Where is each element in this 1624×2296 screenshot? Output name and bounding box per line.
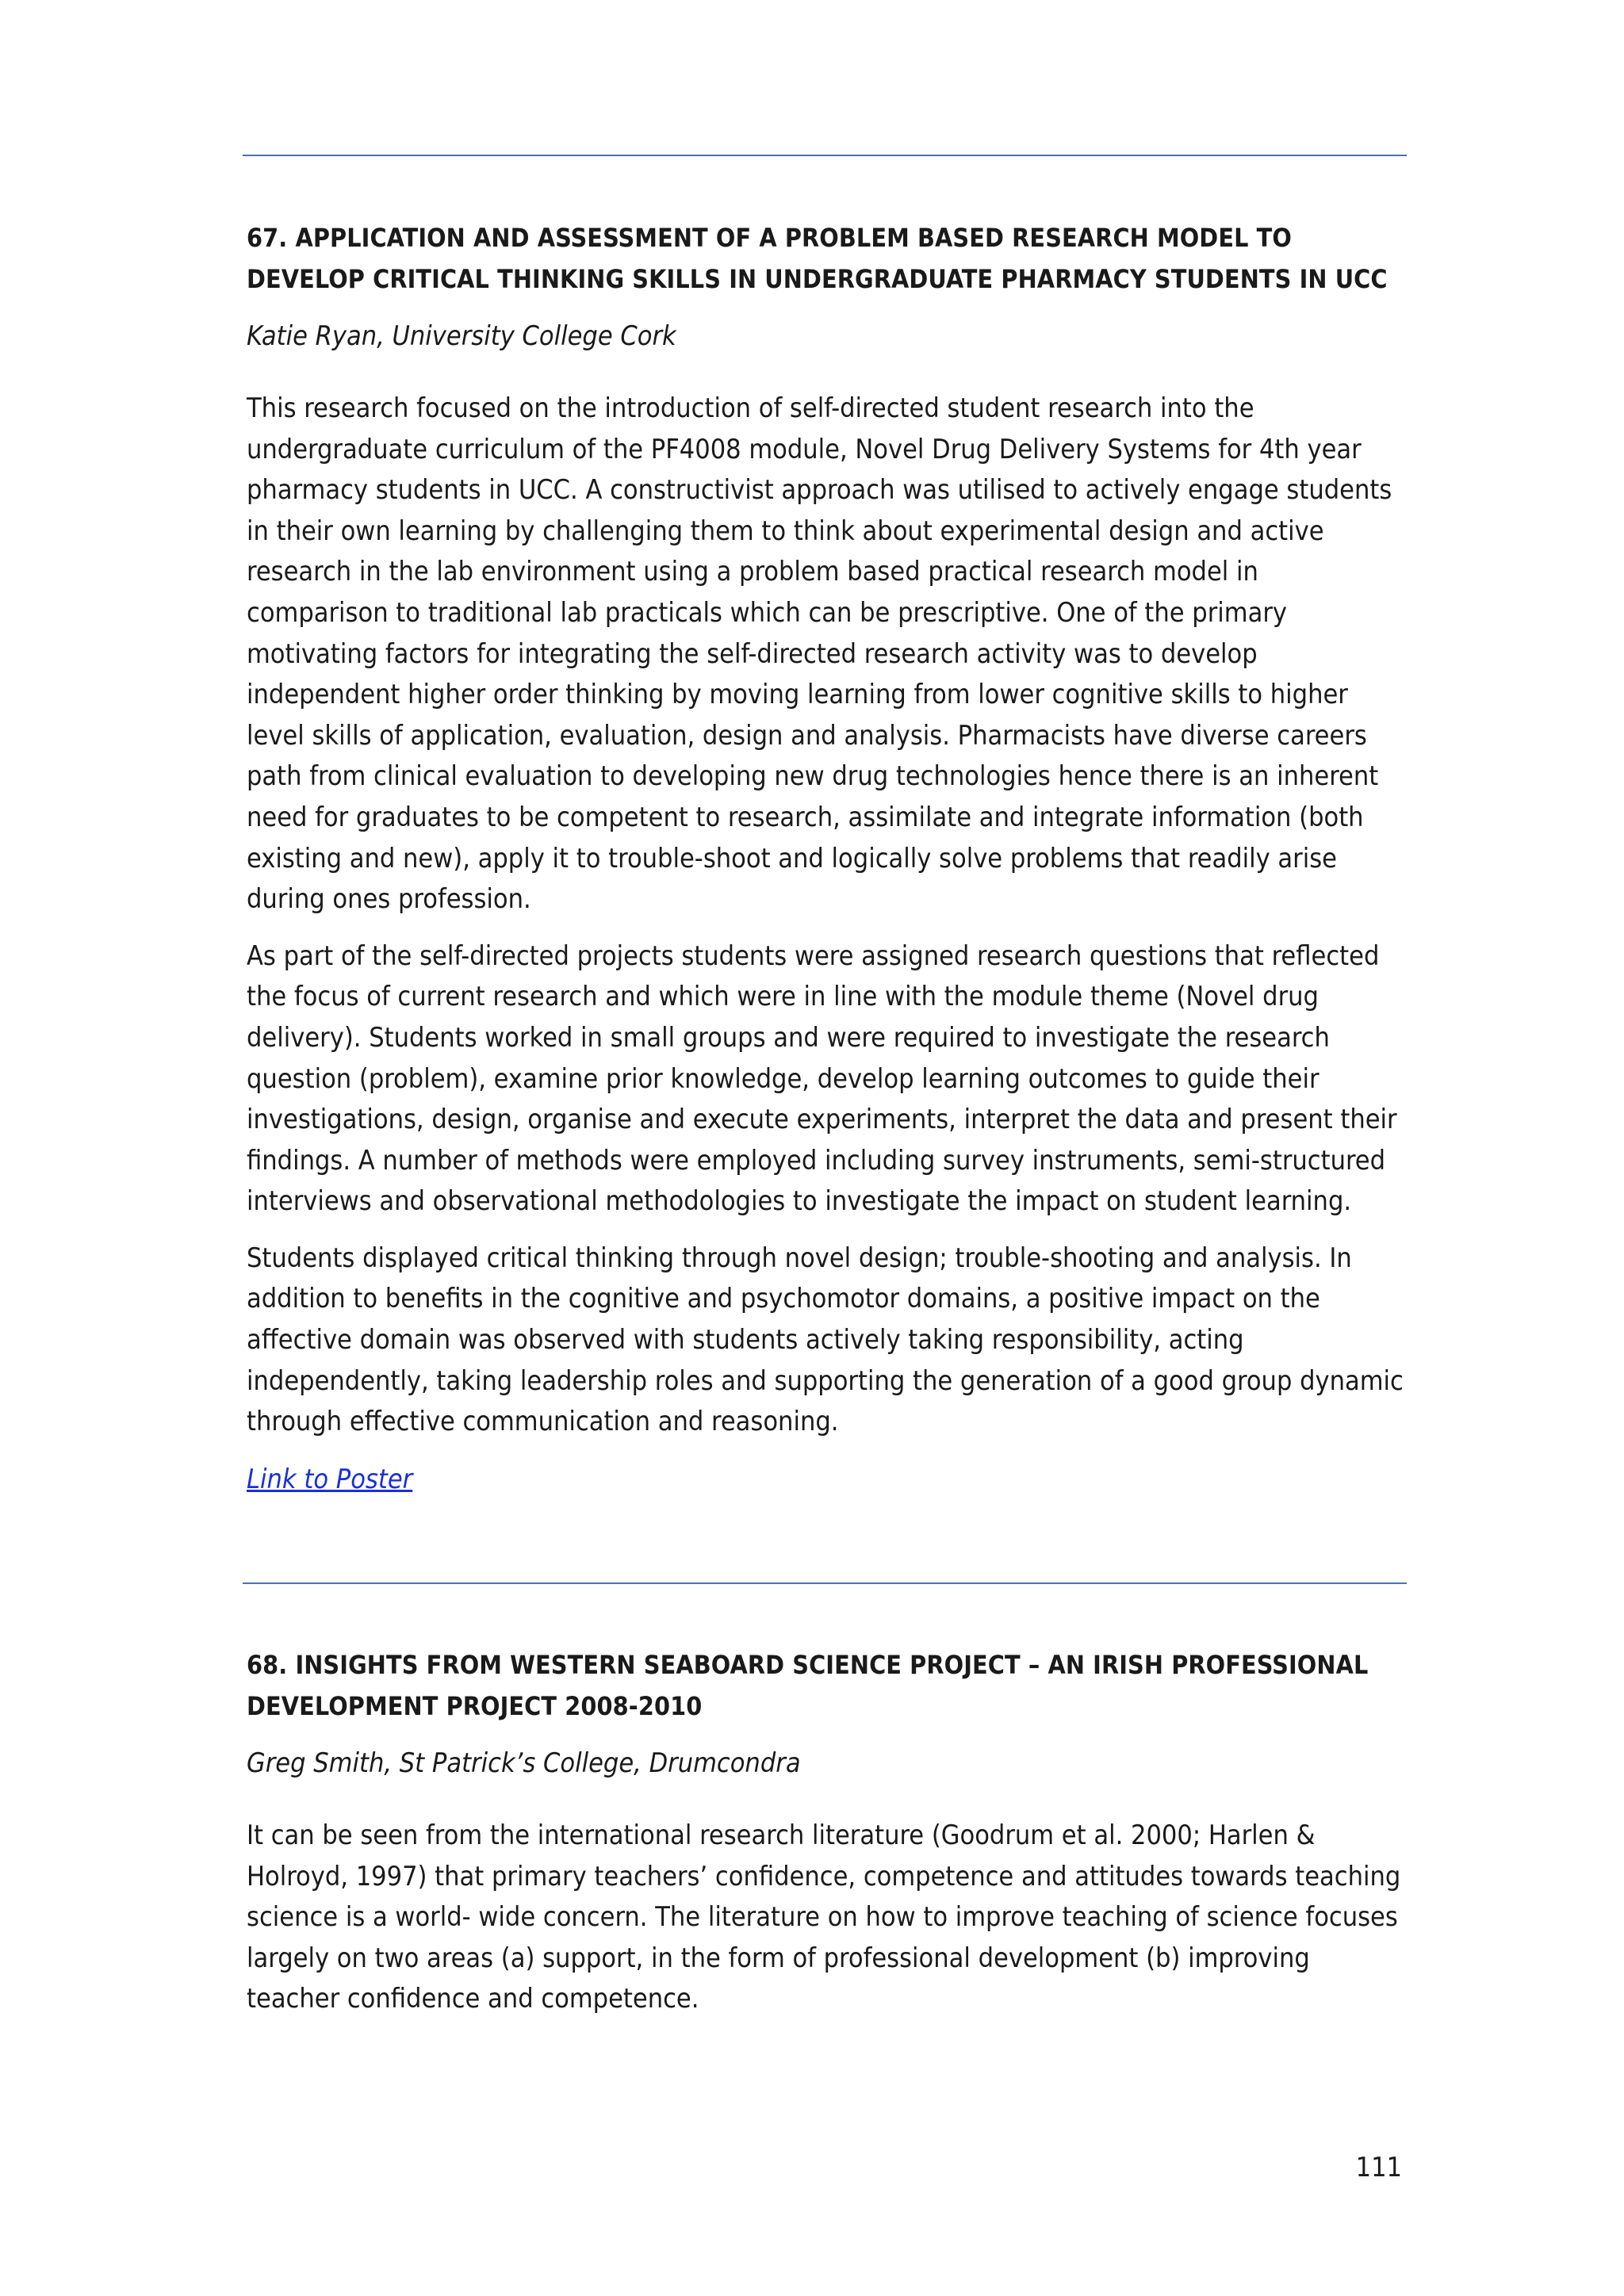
abstract-number: 67.: [247, 223, 288, 253]
section-divider: [243, 1582, 1407, 1584]
top-divider: [243, 155, 1407, 156]
page-number: 111: [1355, 2152, 1402, 2183]
abstract-body: [247, 1816, 1406, 2020]
abstract-67: [247, 217, 1406, 1500]
abstract-title: [247, 1644, 1406, 1727]
abstract-title-text: APPLICATION AND ASSESSMENT OF A PROBLEM BASED RESEARCH MODEL TO DEVELOP CRITICAL THINKING SKILLS IN UNDERGRADUATE PHARMACY STUDENTS IN UCC: [247, 223, 1388, 294]
abstract-title: [247, 217, 1406, 300]
link-to-poster[interactable]: Link to Poster: [247, 1463, 413, 1495]
abstract-paragraph: Students displayed critical thinking through novel design; trouble-shooting and analysis. In addition to benefits in the cognitive and psychomotor domains, a positive impact on the affective domain was observed with students actively taking responsibility, acting independently, taking leadership roles and supporting the generation of a good group dynamic through effective communication and reasoning.: [247, 1242, 1404, 1438]
abstract-paragraph: This research focused on the introduction of self-directed student research into the undergraduate curriculum of the PF4008 module, Novel Drug Delivery Systems for 4th year pharmacy students in UCC. A constructivist approach was utilised to actively engage students in their own learning by challenging them to think about experimental design and active research in the lab environment using a problem based practical research model in comparison to traditional lab practicals which can be prescriptive. One of the primary motivating factors for integrating the self-directed research activity was to develop independent higher order thinking by moving learning from lower cognitive skills to higher level skills of application, evaluation, design and analysis. Pharmacists have diverse careers path from clinical evaluation to developing new drug technologies hence there is an inherent need for graduates to be competent to research, assimilate and integrate information (both existing and new), apply it to trouble-shoot and logically solve problems that readily arise during ones profession.: [247, 392, 1392, 916]
abstract-title-text: INSIGHTS FROM WESTERN SEABOARD SCIENCE PROJECT – AN IRISH PROFESSIONAL DEVELOPMENT PROJECT 2008-2010: [247, 1650, 1369, 1721]
abstract-author: Greg Smith, St Patrick’s College, Drumcondra: [247, 1747, 801, 1779]
abstract-paragraph: As part of the self-directed projects students were assigned research questions that reflected the focus of current research and which were in line with the module theme (Novel drug delivery). Students worked in small groups and were required to investigate the research question (problem), examine prior knowledge, develop learning outcomes to guide their investigations, design, organise and execute experiments, interpret the data and present their findings. A number of methods were employed including survey instruments, semi-structured interviews and observational methodologies to investigate the impact on student learning.: [247, 939, 1397, 1218]
abstract-paragraph: It can be seen from the international research literature (Goodrum et al. 2000; Harlen & Holroyd, 1997) that primary teachers’ confidence, competence and attitudes towards teaching science is a world- wide concern. The literature on how to improve teaching of science focuses largely on two areas (a) support, in the form of professional development (b) improving teacher confidence and competence.: [247, 1820, 1401, 2015]
abstract-68: [247, 1644, 1406, 2036]
abstract-body: [247, 388, 1406, 1500]
abstract-number: 68.: [247, 1650, 288, 1680]
abstract-author: Katie Ryan, University College Cork: [247, 320, 676, 352]
